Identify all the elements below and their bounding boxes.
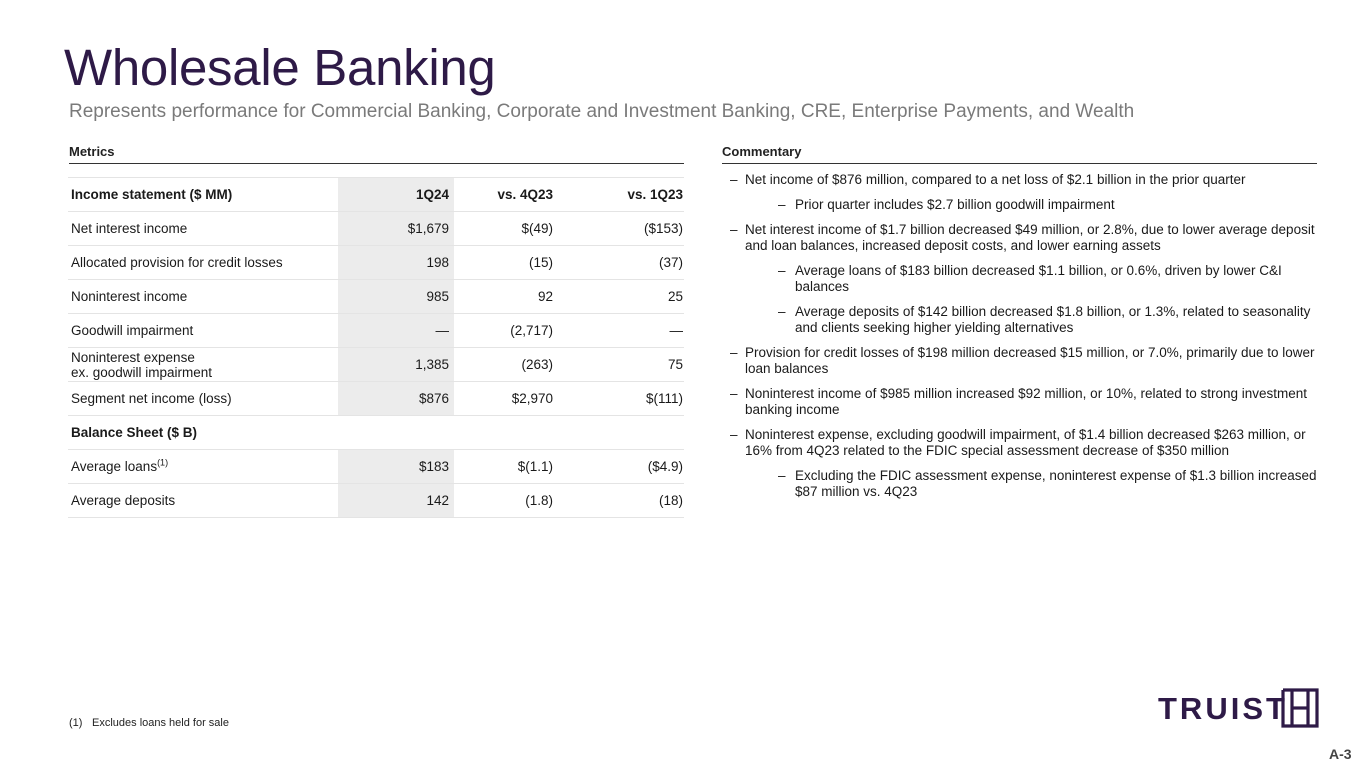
value-1q24: $183 <box>338 450 454 484</box>
sub-bullet: – Prior quarter includes $2.7 billion goodwill impairment <box>730 197 1330 213</box>
balance-sheet-header-row <box>68 416 684 450</box>
row-label-text: Noninterest income <box>71 289 188 304</box>
table-header-row <box>68 178 684 212</box>
page-subtitle: Represents performance for Commercial Banking, Corporate and Investment Banking, CRE, Enterprise Payments, and Wealth <box>69 101 1135 122</box>
row-label-text: Average loans <box>71 459 158 474</box>
value-1q24: 142 <box>338 484 454 518</box>
footnote <box>69 717 229 729</box>
value-1q24: 1,385 <box>338 348 454 382</box>
value-vs-4q23: $2,970 <box>454 382 569 416</box>
footnote-text: Excludes loans held for sale <box>92 717 229 729</box>
value-vs-4q23: (263) <box>454 348 569 382</box>
value-1q24: 198 <box>338 246 454 280</box>
bullet: – Net income of $876 million, compared to a net loss of $2.1 billion in the prior quarter <box>730 172 1330 188</box>
value-vs-1q23: 75 <box>569 348 684 382</box>
page-number: A-3 <box>1329 746 1352 762</box>
sub-bullet: – Excluding the FDIC assessment expense, noninterest expense of $1.3 billion increased $87 million vs. 4Q23 <box>730 468 1330 500</box>
truist-hh-icon <box>1281 688 1319 728</box>
row-label-text: Noninterest expense <box>71 349 195 365</box>
value-vs-4q23: (2,717) <box>454 314 569 348</box>
row-label-subtext: ex. goodwill impairment <box>71 364 213 380</box>
value-vs-1q23: (37) <box>569 246 684 280</box>
value-vs-4q23: 92 <box>454 280 569 314</box>
value-1q24: — <box>338 314 454 348</box>
table-row <box>68 484 684 518</box>
table-row <box>68 382 684 416</box>
table-row <box>68 246 684 280</box>
value-1q24: $1,679 <box>338 212 454 246</box>
footnote-number: (1) <box>69 717 83 729</box>
value-vs-1q23: ($153) <box>569 212 684 246</box>
value-vs-1q23: $(111) <box>569 382 684 416</box>
row-label-text: Segment net income (loss) <box>71 391 232 406</box>
row-label <box>68 280 338 314</box>
bullet: – Noninterest income of $985 million increased $92 million, or 10%, related to strong investment banking income <box>730 386 1330 418</box>
value-vs-1q23: ($4.9) <box>569 450 684 484</box>
value-vs-1q23: 25 <box>569 280 684 314</box>
footnote-marker: (1) <box>157 457 169 468</box>
section-label: Balance Sheet ($ B) <box>68 416 338 450</box>
row-label <box>68 212 338 246</box>
row-label <box>68 246 338 280</box>
column-header: 1Q24 <box>338 178 454 212</box>
commentary-list <box>730 172 1330 509</box>
table-row <box>68 348 684 382</box>
sub-bullet: – Average loans of $183 billion decreased $1.1 billion, or 0.6%, driven by lower C&I balances <box>730 263 1330 295</box>
metrics-heading: Metrics <box>69 144 684 164</box>
bullet: – Noninterest expense, excluding goodwill impairment, of $1.4 billion decreased $263 million, or 16% from 4Q23 related to the FDIC special assessment decrease of $350 million <box>730 427 1330 459</box>
row-label <box>68 314 338 348</box>
empty-cell <box>454 416 569 450</box>
value-vs-4q23: (1.8) <box>454 484 569 518</box>
row-label <box>68 484 338 518</box>
row-label <box>68 382 338 416</box>
truist-logo <box>1158 688 1323 728</box>
logo-wordmark: TRUIST <box>1158 691 1288 726</box>
bullet: – Provision for credit losses of $198 million decreased $15 million, or 7.0%, primarily due to lower loan balances <box>730 345 1330 377</box>
value-vs-1q23: (18) <box>569 484 684 518</box>
table-row <box>68 212 684 246</box>
bullet: – Net interest income of $1.7 billion decreased $49 million, or 2.8%, due to lower average deposit and loan balances, increased deposit costs, and lower earning assets <box>730 222 1330 254</box>
empty-cell <box>569 416 684 450</box>
value-vs-1q23: — <box>569 314 684 348</box>
table-row <box>68 450 684 484</box>
column-header: Income statement ($ MM) <box>68 178 338 212</box>
row-label <box>68 450 338 484</box>
metrics-table <box>68 177 684 518</box>
value-vs-4q23: $(1.1) <box>454 450 569 484</box>
column-header: vs. 4Q23 <box>454 178 569 212</box>
value-1q24: $876 <box>338 382 454 416</box>
row-label-text: Average deposits <box>71 493 176 508</box>
value-vs-4q23: $(49) <box>454 212 569 246</box>
page-title: Wholesale Banking <box>64 39 496 96</box>
value-1q24: 985 <box>338 280 454 314</box>
sub-bullet: – Average deposits of $142 billion decreased $1.8 billion, or 1.3%, related to seasonality and clients seeking higher yielding alternatives <box>730 304 1330 336</box>
table-row <box>68 314 684 348</box>
column-header: vs. 1Q23 <box>569 178 684 212</box>
row-label-text: Allocated provision for credit losses <box>71 255 283 270</box>
table-row <box>68 280 684 314</box>
row-label <box>68 348 338 382</box>
row-label-text: Goodwill impairment <box>71 323 194 338</box>
empty-cell <box>338 416 454 450</box>
value-vs-4q23: (15) <box>454 246 569 280</box>
row-label-text: Net interest income <box>71 221 188 236</box>
commentary-heading: Commentary <box>722 144 1317 164</box>
